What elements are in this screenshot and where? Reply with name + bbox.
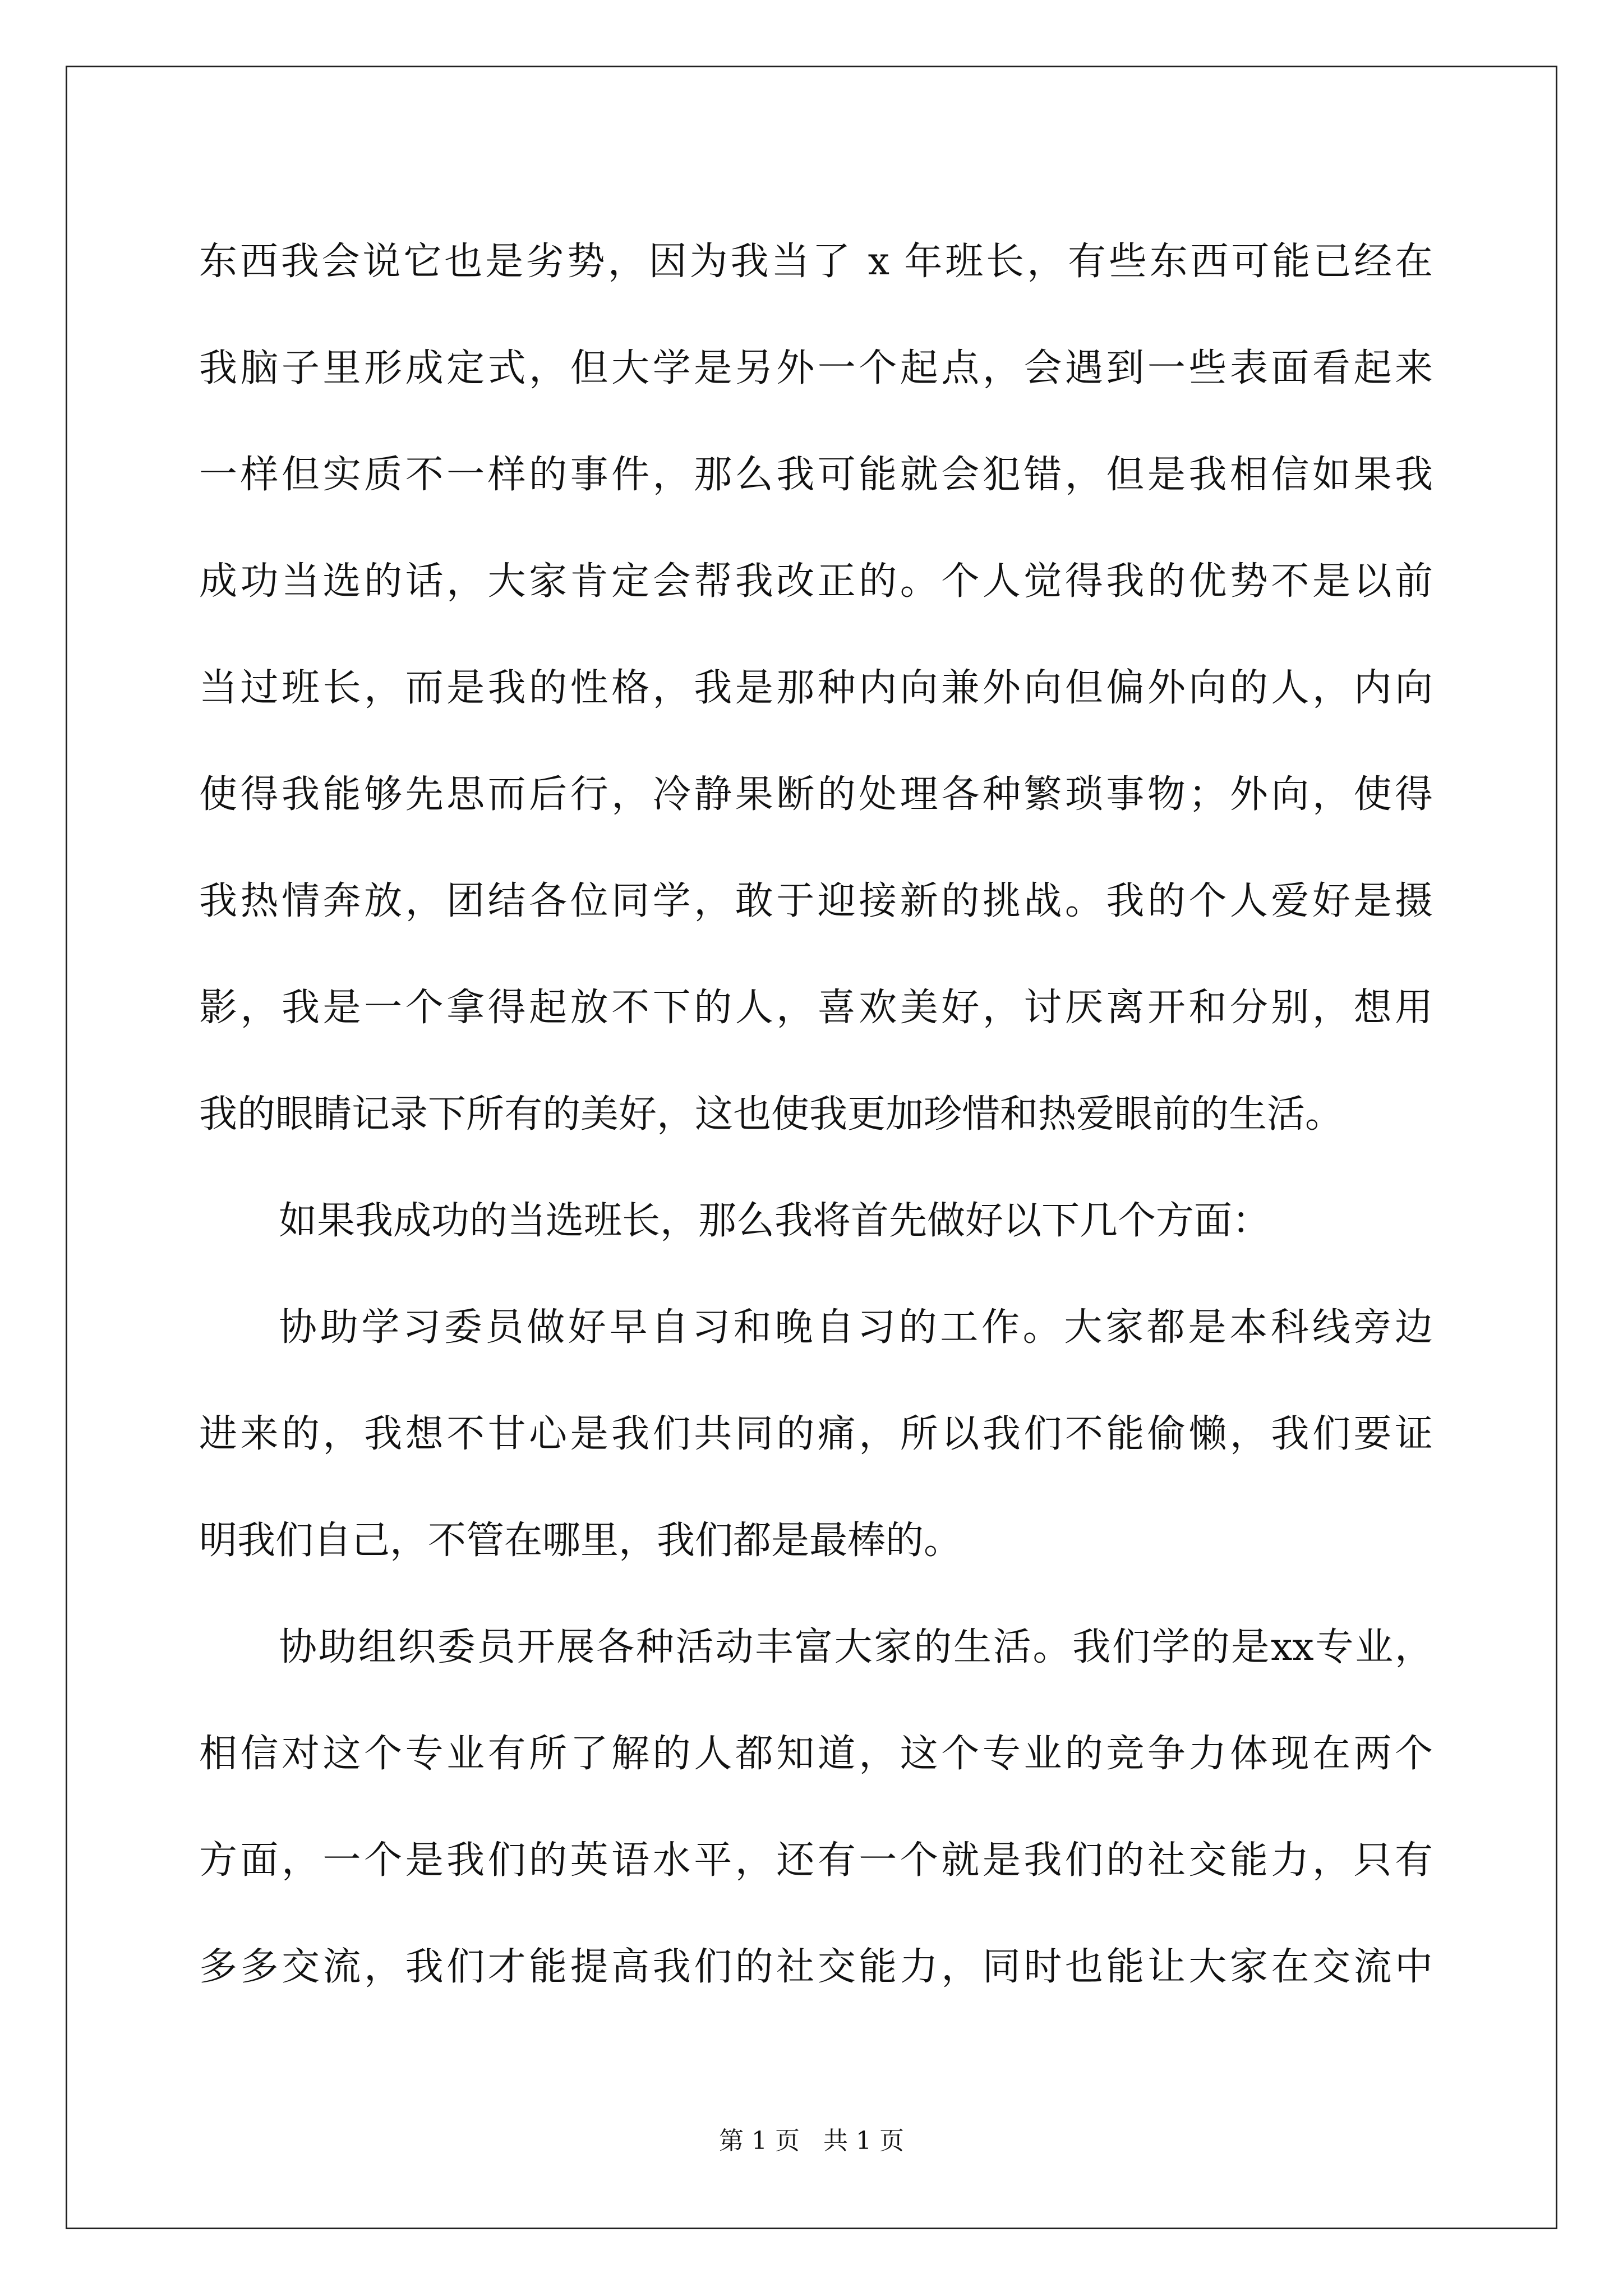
text-line-8: 影，我是一个拿得起放不下的人，喜欢美好，讨厌离开和分别，想用 — [199, 986, 1433, 1030]
text-line-14: 协助组织委员开展各种活动丰富大家的生活。我们学的是xx专业， — [279, 1625, 1433, 1669]
text-line-7: 我热情奔放，团结各位同学，敢于迎接新的挑战。我的个人爱好是摄 — [199, 879, 1433, 923]
text-line-6: 使得我能够先思而后行，冷静果断的处理各种繁琐事物；外向，使得 — [199, 772, 1433, 817]
text-line-3: 一样但实质不一样的事件，那么我可能就会犯错，但是我相信如果我 — [199, 453, 1433, 497]
text-line-5: 当过班长，而是我的性格，我是那种内向兼外向但偏外向的人，内向 — [199, 666, 1433, 710]
text-line-11: 协助学习委员做好早自习和晚自习的工作。大家都是本科线旁边 — [279, 1305, 1433, 1350]
document-body — [199, 209, 1433, 2021]
text-line-16: 方面，一个是我们的英语水平，还有一个就是我们的社交能力，只有 — [199, 1838, 1433, 1883]
text-line-17: 多多交流，我们才能提高我们的社交能力，同时也能让大家在交流中 — [199, 1945, 1433, 1989]
text-line-12: 进来的，我想不甘心是我们共同的痛，所以我们不能偷懒，我们要证 — [199, 1412, 1433, 1456]
text-line-2: 我脑子里形成定式，但大学是另外一个起点，会遇到一些表面看起来 — [199, 346, 1433, 390]
text-line-4: 成功当选的话，大家肯定会帮我改正的。个人觉得我的优势不是以前 — [199, 559, 1433, 604]
text-line-10: 如果我成功的当选班长，那么我将首先做好以下几个方面： — [279, 1199, 1271, 1243]
text-line-15: 相信对这个专业有所了解的人都知道，这个专业的竞争力体现在两个 — [199, 1732, 1433, 1776]
text-line-13: 明我们自己，不管在哪里，我们都是最棒的。 — [199, 1519, 962, 1563]
text-line-9: 我的眼睛记录下所有的美好，这也使我更加珍惜和热爱眼前的生活。 — [199, 1092, 1344, 1137]
page-footer: 第 1 页 共 1 页 — [719, 2127, 904, 2155]
text-line-1: 东西我会说它也是劣势，因为我当了 x 年班长，有些东西可能已经在 — [199, 240, 1433, 284]
